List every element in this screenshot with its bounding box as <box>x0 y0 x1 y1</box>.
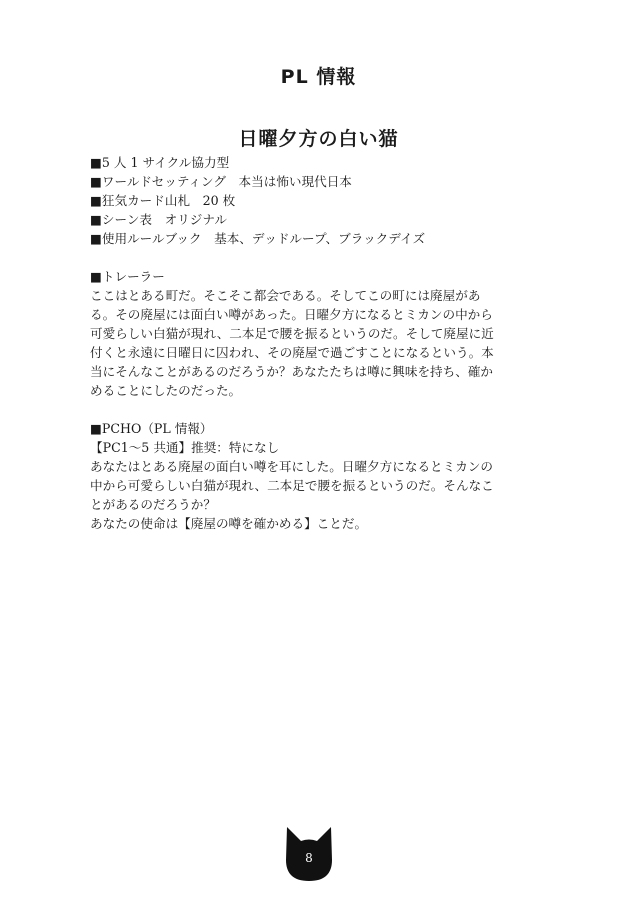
spec-list <box>90 153 530 248</box>
pcho-line: とがあるのだろうか？ <box>90 497 216 512</box>
trailer-line: めることにしたのだった。 <box>90 383 242 398</box>
scenario-title: 日曜夕方の白い猫 <box>238 128 399 150</box>
pcho-line: あなたの使命は【廃屋の噂を確かめる】ことだ。 <box>90 516 368 531</box>
trailer-line: 付くと永遠に日曜日に囚われ、その廃屋で過ごすことになるという。本 <box>90 345 494 360</box>
spec-format: ■5 人 1 サイクル協力型 <box>90 155 230 170</box>
trailer-section <box>90 267 530 400</box>
page-heading: PL 情報 <box>280 66 357 88</box>
pcho-line: 中から可愛らしい白猫が現れ、二本足で腰を振るというのだ。そんなこ <box>90 478 494 493</box>
trailer-line: る。その廃屋には面白い噂があった。日曜夕方になるとミカンの中から <box>90 307 493 322</box>
trailer-line: 当にそんなことがあるのだろうか？あなたたちは噂に興味を持ち、確か <box>90 364 493 379</box>
spec-madness-deck: ■狂気カード山札 20 枚 <box>90 193 236 208</box>
trailer-heading: ■トレーラー <box>90 269 165 284</box>
page-number: 8 <box>305 851 313 865</box>
trailer-line: ここはとある町だ。そこそこ都会である。そしてこの町には廃屋があ <box>90 288 481 303</box>
spec-rulebooks: ■使用ルールブック 基本、デッドループ、ブラックデイズ <box>90 231 426 246</box>
pcho-heading: ■PCHO（PL 情報） <box>90 421 213 436</box>
pcho-section <box>90 419 530 533</box>
pcho-line: あなたはとある廃屋の面白い噂を耳にした。日曜夕方になるとミカンの <box>90 459 493 474</box>
spec-scene-table: ■シーン表 オリジナル <box>90 212 227 227</box>
spec-world-setting: ■ワールドセッティング 本当は怖い現代日本 <box>90 174 352 189</box>
page-body <box>90 153 530 533</box>
trailer-line: 可愛らしい白猫が現れ、二本足で腰を振るというのだ。そして廃屋に近 <box>90 326 494 341</box>
page-number-badge <box>284 826 334 882</box>
pcho-recommendation: 【PC1～5 共通】推奨：特になし <box>90 440 280 455</box>
